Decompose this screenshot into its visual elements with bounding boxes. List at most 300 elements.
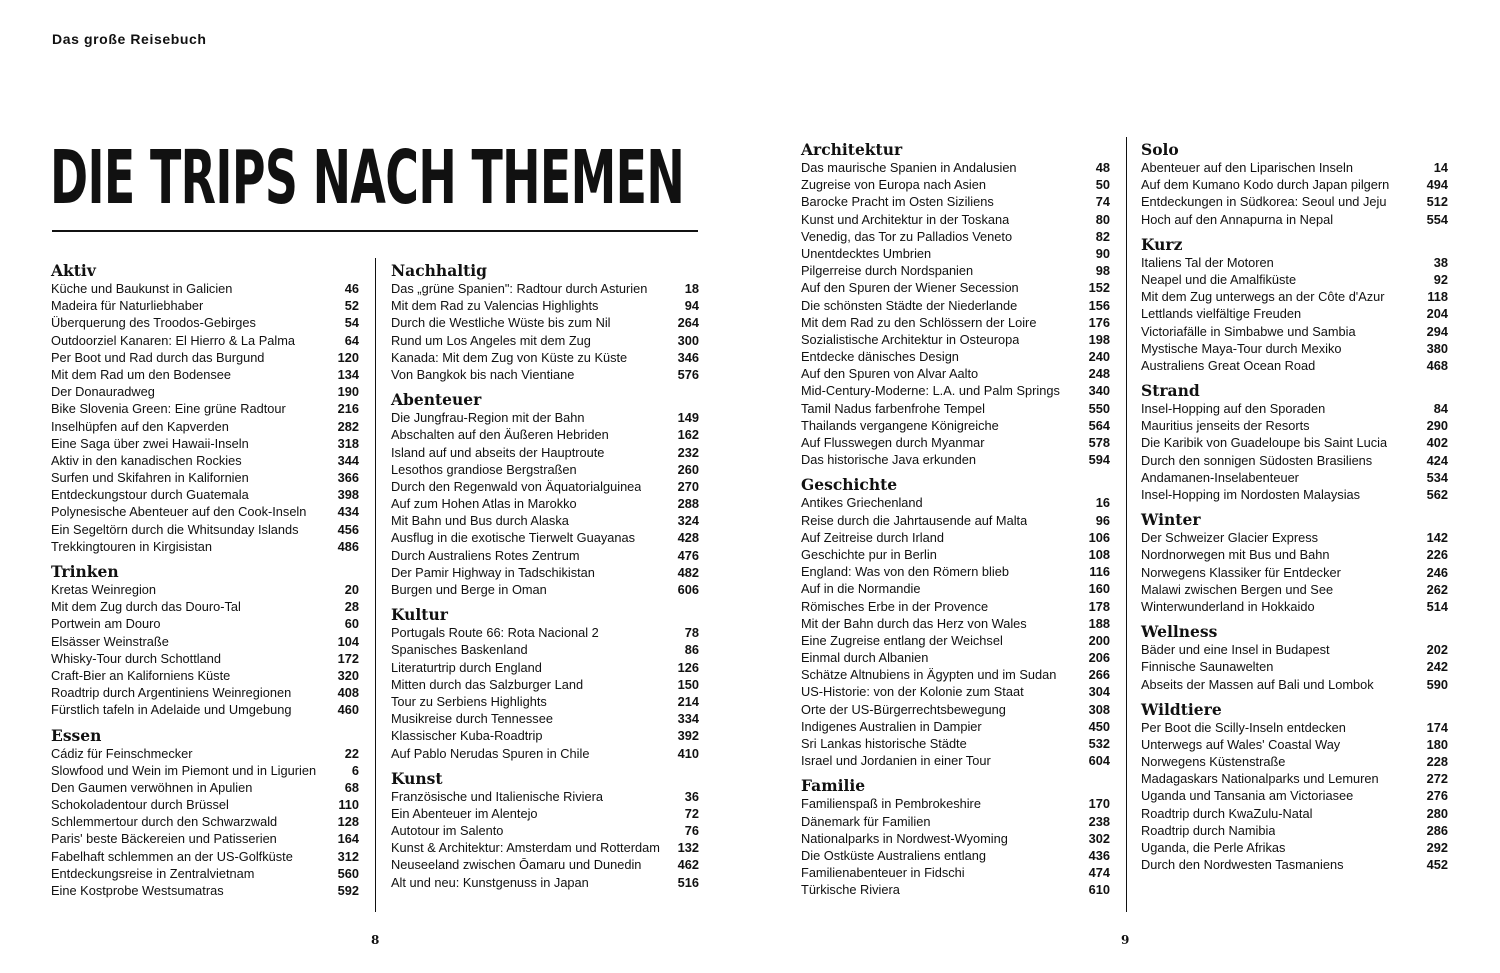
- page-ref: 214: [677, 693, 699, 709]
- trip-title: Rund um Los Angeles mit dem Zug: [391, 332, 591, 348]
- page-ref: 68: [344, 779, 359, 795]
- page-ref: 276: [1426, 788, 1448, 804]
- trip-title: Orte der US-Bürgerrechtsbewegung: [801, 701, 1006, 717]
- trip-title: Familienabenteuer in Fidschi: [801, 865, 965, 881]
- page-ref: 90: [1095, 245, 1110, 261]
- index-entry: [1141, 254, 1448, 271]
- index-entry: [51, 667, 359, 684]
- trip-title: Literaturtrip durch England: [391, 659, 542, 675]
- trip-title: Italiens Tal der Motoren: [1141, 254, 1274, 270]
- trip-title: Elsässer Weinstraße: [51, 633, 169, 649]
- page-ref: 346: [677, 349, 699, 365]
- index-entry: [51, 650, 359, 667]
- trip-title: Einmal durch Albanien: [801, 650, 929, 666]
- index-entry: [801, 649, 1110, 666]
- trip-title: Musikreise durch Tennessee: [391, 711, 553, 727]
- index-entry: [391, 314, 699, 331]
- page-ref: 242: [1426, 659, 1448, 675]
- page-ref: 84: [1433, 401, 1448, 417]
- page-ref: 162: [677, 427, 699, 443]
- trip-title: Familienspaß in Pembrokeshire: [801, 796, 981, 812]
- page-ref: 434: [337, 504, 359, 520]
- index-entry: [801, 176, 1110, 193]
- section-heading: Wellness: [1141, 622, 1218, 642]
- trip-title: Craft-Bier an Kaliforniens Küste: [51, 667, 231, 683]
- page-ref: 532: [1088, 736, 1110, 751]
- page-ref: 116: [1089, 564, 1110, 580]
- page-ref: 204: [1426, 306, 1448, 322]
- index-entry: [801, 563, 1110, 580]
- trip-title: Die Ostküste Australiens entlang: [801, 847, 986, 863]
- page-ref: 78: [684, 625, 699, 641]
- theme-section: [1141, 235, 1448, 374]
- trip-title: Andamanen-Inselabenteuer: [1141, 469, 1299, 485]
- page-ref: 282: [337, 418, 359, 434]
- page-ref: 188: [1088, 615, 1110, 631]
- index-entry: [391, 856, 699, 873]
- page-ref: 288: [677, 496, 699, 512]
- trip-title: Sri Lankas historische Städte: [801, 736, 967, 751]
- page-ref: 216: [337, 401, 359, 417]
- trip-title: Venedig, das Tor zu Palladios Veneto: [801, 228, 1013, 244]
- column-divider: [375, 258, 376, 912]
- index-entry: [1141, 770, 1448, 787]
- trip-title: Auf dem Kumano Kodo durch Japan pilgern: [1141, 177, 1390, 193]
- trip-title: Entdecke dänisches Design: [801, 349, 959, 365]
- trip-title: Der Schweizer Glacier Express: [1141, 530, 1319, 546]
- trip-title: Portwein am Douro: [51, 616, 161, 632]
- index-entry: [1141, 340, 1448, 357]
- trip-title: Klassischer Kuba-Roadtrip: [391, 728, 543, 744]
- page-ref: 562: [1426, 487, 1448, 502]
- index-entry: [391, 512, 699, 529]
- index-entry: [1141, 469, 1448, 486]
- trip-title: Römisches Erbe in der Provence: [801, 598, 989, 614]
- trip-title: Tour zu Serbiens Highlights: [391, 693, 547, 709]
- index-entry: [1141, 400, 1448, 417]
- page-ref: 398: [337, 487, 359, 503]
- index-entry: [391, 547, 699, 564]
- trip-title: Insel-Hopping im Nordosten Malaysias: [1141, 487, 1361, 502]
- index-entry: [801, 847, 1110, 864]
- page-ref: 190: [337, 384, 359, 400]
- index-entry: [391, 805, 699, 822]
- page-ref: 60: [344, 616, 359, 632]
- index-entry: [1141, 305, 1448, 322]
- index-entry: [1141, 486, 1448, 503]
- trip-title: Das maurische Spanien in Andalusien: [801, 160, 1017, 175]
- index-entry: [391, 349, 699, 366]
- trip-title: Mit dem Zug unterwegs an der Côte d'Azur: [1141, 289, 1385, 305]
- page-ref: 468: [1426, 357, 1448, 373]
- page-ref: 272: [1426, 771, 1448, 787]
- index-entry: [801, 211, 1110, 228]
- trip-title: Auf Zeitreise durch Irland: [801, 529, 944, 545]
- trip-title: Bäder und eine Insel in Budapest: [1141, 642, 1330, 658]
- index-entry: [51, 538, 359, 555]
- index-entry: [801, 297, 1110, 314]
- theme-section: [1141, 140, 1448, 228]
- page-ref: 312: [337, 848, 359, 864]
- trip-title: Alt und neu: Kunstgenuss in Japan: [391, 874, 589, 890]
- trip-title: Nationalparks in Nordwest-Wyoming: [801, 830, 1008, 846]
- index-entry: [391, 874, 699, 891]
- page-ref: 474: [1088, 865, 1110, 881]
- trip-title: Lesothos grandiose Bergstraßen: [391, 461, 577, 477]
- trip-title: Autotour im Salento: [391, 823, 504, 839]
- index-entry: [1141, 417, 1448, 434]
- index-entry: [801, 159, 1110, 176]
- trip-title: Auf in die Normandie: [801, 581, 921, 597]
- index-entry: [1141, 753, 1448, 770]
- theme-section: [1141, 622, 1448, 693]
- page-ref: 64: [344, 332, 359, 348]
- index-entry: [51, 701, 359, 718]
- page-ref: 286: [1426, 822, 1448, 838]
- index-entry: [51, 435, 359, 452]
- page-ref: 149: [677, 410, 699, 426]
- theme-section: [391, 390, 699, 598]
- trip-title: Das historische Java erkunden: [801, 452, 976, 468]
- page-ref: 36: [684, 788, 699, 804]
- page-ref: 46: [344, 281, 359, 296]
- trip-title: Winterwunderland in Hokkaido: [1141, 598, 1315, 614]
- trip-title: Die Karibik von Guadeloupe bis Saint Lucia: [1141, 435, 1388, 451]
- section-heading: Solo: [1141, 140, 1179, 159]
- trip-title: Entdeckungen in Südkorea: Seoul und Jeju: [1141, 194, 1387, 210]
- trip-title: Burgen und Berge in Oman: [391, 582, 547, 597]
- page-ref: 410: [677, 745, 699, 761]
- index-entry: [801, 598, 1110, 615]
- page-ref: 48: [1095, 160, 1110, 175]
- index-entry: [391, 564, 699, 581]
- index-entry: [51, 598, 359, 615]
- index-entry: [51, 865, 359, 882]
- section-heading: Geschichte: [801, 475, 898, 495]
- trip-title: US-Historie: von der Kolonie zum Staat: [801, 684, 1024, 700]
- page-ref: 280: [1426, 805, 1448, 821]
- page-ref: 610: [1088, 882, 1110, 898]
- page-ref: 98: [1095, 263, 1110, 279]
- index-entry: [391, 676, 699, 693]
- trip-title: Die schönsten Städte der Niederlande: [801, 297, 1018, 313]
- page-ref: 564: [1088, 417, 1110, 433]
- trip-title: Sozialistische Architektur in Osteuropa: [801, 331, 1020, 347]
- page-ref: 74: [1095, 194, 1110, 210]
- trip-title: Durch den Regenwald von Äquatorialguinea: [391, 478, 642, 494]
- trip-title: Kanada: Mit dem Zug von Küste zu Küste: [391, 349, 628, 365]
- trip-title: Die Jungfrau-Region mit der Bahn: [391, 410, 585, 426]
- index-entry: [391, 409, 699, 426]
- trip-title: Abseits der Massen auf Bali und Lombok: [1141, 676, 1374, 692]
- page-ref: 344: [337, 452, 359, 468]
- index-entry: [51, 796, 359, 813]
- index-entry: [391, 478, 699, 495]
- column-divider: [1126, 137, 1127, 912]
- theme-section: [51, 562, 359, 719]
- page-ref: 290: [1426, 418, 1448, 434]
- trip-title: Island auf und abseits der Hauptroute: [391, 444, 605, 460]
- trip-title: Mit der Bahn durch das Herz von Wales: [801, 615, 1027, 631]
- page-ref: 110: [338, 797, 359, 813]
- trip-title: Neapel und die Amalfiküste: [1141, 271, 1297, 287]
- index-entry: [51, 332, 359, 349]
- page-ref: 94: [684, 298, 699, 314]
- page-ref: 486: [337, 538, 359, 554]
- page-ref: 206: [1088, 650, 1110, 666]
- index-entry: [801, 580, 1110, 597]
- trip-title: Insel-Hopping auf den Sporaden: [1141, 401, 1326, 417]
- index-entry: [801, 683, 1110, 700]
- section-heading: Architektur: [801, 140, 903, 159]
- trip-title: Eine Saga über zwei Hawaii-Inseln: [51, 435, 249, 451]
- page-ref: 80: [1095, 211, 1110, 227]
- trip-title: Kunst & Architektur: Amsterdam und Rotterdam: [391, 840, 660, 856]
- index-column-1: [51, 261, 359, 906]
- trip-title: Mit dem Zug durch das Douro-Tal: [51, 599, 241, 615]
- theme-section: [1141, 700, 1448, 874]
- trip-title: Eine Kostprobe Westsumatras: [51, 883, 224, 898]
- trip-title: Türkische Riviera: [801, 882, 900, 898]
- trip-title: Kunst und Architektur in der Toskana: [801, 211, 1010, 227]
- page-ref: 160: [1088, 581, 1110, 597]
- theme-section: [1141, 510, 1448, 615]
- page-ref: 174: [1426, 719, 1448, 735]
- trip-title: Fabelhaft schlemmen an der US-Golfküste: [51, 848, 293, 864]
- trip-title: Indigenes Australien in Dampier: [801, 718, 982, 734]
- index-entry: [51, 452, 359, 469]
- index-entry: [1141, 211, 1448, 228]
- trip-title: England: Was von den Römern blieb: [801, 564, 1009, 580]
- index-entry: [801, 434, 1110, 451]
- page-ref: 452: [1426, 857, 1448, 873]
- page-ref: 262: [1426, 581, 1448, 597]
- page-ref: 578: [1088, 435, 1110, 450]
- index-entry: [391, 461, 699, 478]
- trip-title: Eine Zugreise entlang der Weichsel: [801, 632, 1003, 648]
- page-ref: 392: [677, 728, 699, 744]
- trip-title: Der Pamir Highway in Tadschikistan: [391, 564, 595, 580]
- page-ref: 126: [677, 659, 699, 675]
- index-entry: [51, 848, 359, 865]
- index-entry: [51, 615, 359, 632]
- index-entry: [51, 633, 359, 650]
- trip-title: Ein Abenteuer im Alentejo: [391, 805, 538, 821]
- index-entry: [391, 659, 699, 676]
- page-ref: 108: [1088, 546, 1110, 562]
- index-entry: [1141, 434, 1448, 451]
- page-ref: 232: [677, 444, 699, 460]
- trip-title: Paris' beste Bäckereien und Patisserien: [51, 831, 277, 847]
- trip-title: Auf den Spuren der Wiener Secession: [801, 280, 1019, 296]
- trip-title: Auf Pablo Nerudas Spuren in Chile: [391, 745, 590, 761]
- page-ref: 238: [1088, 813, 1110, 829]
- section-heading: Essen: [51, 725, 102, 745]
- index-entry: [801, 752, 1110, 769]
- trip-title: Spanisches Baskenland: [391, 642, 528, 658]
- trip-title: Malawi zwischen Bergen und See: [1141, 581, 1334, 597]
- index-entry: [51, 581, 359, 598]
- index-entry: [1141, 641, 1448, 658]
- page-ref: 16: [1095, 495, 1110, 511]
- page-ref: 260: [677, 461, 699, 477]
- trip-title: Französische und Italienische Riviera: [391, 788, 603, 804]
- index-entry: [391, 581, 699, 598]
- trip-title: Unterwegs auf Wales' Coastal Way: [1141, 736, 1341, 752]
- index-entry: [391, 693, 699, 710]
- theme-section: [391, 261, 699, 383]
- page-ref: 476: [677, 547, 699, 563]
- index-entry: [801, 632, 1110, 649]
- index-entry: [801, 193, 1110, 210]
- index-entry: [51, 418, 359, 435]
- page-ref: 514: [1426, 598, 1448, 614]
- index-entry: [1141, 271, 1448, 288]
- page-ref: 54: [344, 315, 359, 331]
- index-entry: [801, 365, 1110, 382]
- page-ref: 170: [1088, 796, 1110, 812]
- index-entry: [801, 400, 1110, 417]
- index-entry: [51, 521, 359, 538]
- index-entry: [801, 228, 1110, 245]
- index-entry: [1141, 176, 1448, 193]
- trip-title: Reise durch die Jahrtausende auf Malta: [801, 512, 1028, 528]
- page-ref: 176: [1088, 314, 1110, 330]
- trip-title: Geschichte pur in Berlin: [801, 546, 937, 562]
- trip-title: Roadtrip durch Namibia: [1141, 822, 1276, 838]
- index-entry: [1141, 839, 1448, 856]
- page-ref: 318: [337, 435, 359, 451]
- trip-title: Schlemmertour durch den Schwarzwald: [51, 814, 278, 830]
- page-ref: 150: [677, 676, 699, 692]
- trip-title: Ausflug in die exotische Tierwelt Guayanas: [391, 530, 635, 546]
- index-entry: [1141, 564, 1448, 581]
- index-entry: [391, 745, 699, 762]
- page-ref: 142: [1426, 530, 1448, 546]
- trip-title: Küche und Baukunst in Galicien: [51, 281, 233, 296]
- page-ref: 292: [1426, 840, 1448, 855]
- page-ref: 366: [337, 470, 359, 486]
- trip-title: Barocke Pracht im Osten Siziliens: [801, 194, 994, 210]
- index-entry: [801, 245, 1110, 262]
- index-entry: [1141, 822, 1448, 839]
- theme-section: [391, 769, 699, 891]
- trip-title: Schokoladentour durch Brüssel: [51, 797, 229, 813]
- trip-title: Durch den sonnigen Südosten Brasiliens: [1141, 452, 1373, 468]
- trip-title: Hoch auf den Annapurna in Nepal: [1141, 211, 1334, 227]
- index-entry: [51, 762, 359, 779]
- page-ref: 28: [344, 599, 359, 615]
- index-entry: [801, 864, 1110, 881]
- page-ref: 428: [677, 530, 699, 546]
- index-entry: [51, 486, 359, 503]
- page-ref: 324: [677, 513, 699, 529]
- trip-title: Thailands vergangene Königreiche: [801, 417, 999, 433]
- trip-title: Fürstlich tafeln in Adelaide und Umgebung: [51, 702, 292, 718]
- page-ref: 340: [1088, 383, 1110, 399]
- index-entry: [1141, 856, 1448, 873]
- title-divider: [52, 230, 698, 232]
- page-ref: 82: [1095, 228, 1110, 244]
- index-entry: [1141, 323, 1448, 340]
- section-heading: Nachhaltig: [391, 261, 488, 280]
- trip-title: Mit dem Rad zu den Schlössern der Loire: [801, 314, 1037, 330]
- index-entry: [801, 701, 1110, 718]
- page-ref: 86: [684, 642, 699, 658]
- index-entry: [51, 366, 359, 383]
- index-entry: [801, 666, 1110, 683]
- theme-section: [801, 140, 1110, 468]
- section-heading: Aktiv: [51, 261, 96, 280]
- trip-title: Auf den Spuren von Alvar Aalto: [801, 366, 979, 382]
- index-entry: [391, 624, 699, 641]
- trip-title: Per Boot und Rad durch das Burgund: [51, 349, 265, 365]
- trip-title: Entdeckungstour durch Guatemala: [51, 487, 249, 503]
- page-ref: 248: [1088, 366, 1110, 382]
- trip-title: Durch die Westliche Wüste bis zum Nil: [391, 315, 611, 331]
- page-number-left: 8: [371, 933, 380, 947]
- trip-title: Madagaskars Nationalparks und Lemuren: [1141, 771, 1379, 787]
- index-entry: [801, 494, 1110, 511]
- page-ref: 226: [1426, 547, 1448, 563]
- trip-title: Durch den Nordwesten Tasmaniens: [1141, 857, 1344, 873]
- index-entry: [801, 529, 1110, 546]
- trip-title: Mit dem Rad zu Valencias Highlights: [391, 298, 599, 314]
- trip-title: Victoriafälle in Simbabwe und Sambia: [1141, 323, 1356, 339]
- index-entry: [1141, 598, 1448, 615]
- index-entry: [391, 366, 699, 383]
- page-ref: 534: [1426, 469, 1448, 485]
- page-ref: 246: [1426, 564, 1448, 580]
- page-ref: 50: [1095, 177, 1110, 193]
- index-entry: [51, 882, 359, 899]
- theme-section: [51, 261, 359, 555]
- index-entry: [51, 503, 359, 520]
- trip-title: Uganda, die Perle Afrikas: [1141, 840, 1286, 855]
- theme-section: [51, 726, 359, 900]
- index-column-2: [391, 261, 699, 898]
- page-ref: 380: [1426, 340, 1448, 356]
- page-ref: 270: [677, 478, 699, 494]
- trip-title: Tamil Nadus farbenfrohe Tempel: [801, 400, 985, 416]
- index-entry: [391, 332, 699, 349]
- page-ref: 424: [1426, 452, 1448, 468]
- index-entry: [391, 641, 699, 658]
- trip-title: Überquerung des Troodos-Gebirges: [51, 315, 256, 331]
- page-ref: 408: [337, 685, 359, 701]
- page-ref: 334: [677, 711, 699, 727]
- section-heading: Winter: [1141, 510, 1201, 530]
- index-entry: [801, 512, 1110, 529]
- trip-title: Lettlands vielfältige Freuden: [1141, 306, 1302, 322]
- page-ref: 592: [337, 883, 359, 898]
- theme-section: [1141, 381, 1448, 503]
- page-title: DIE TRIPS NACH THEMEN: [50, 135, 685, 221]
- page-ref: 96: [1095, 512, 1110, 528]
- index-entry: [51, 280, 359, 297]
- trip-title: Durch Australiens Rotes Zentrum: [391, 547, 580, 563]
- trip-title: Roadtrip durch Argentiniens Weinregionen: [51, 685, 292, 701]
- page-ref: 20: [344, 582, 359, 597]
- page-ref: 512: [1426, 194, 1448, 210]
- index-entry: [391, 426, 699, 443]
- trip-title: Entdeckungsreise in Zentralvietnam: [51, 865, 255, 881]
- trip-title: Mit dem Rad um den Bodensee: [51, 366, 231, 382]
- index-entry: [51, 469, 359, 486]
- index-entry: [1141, 546, 1448, 563]
- index-entry: [391, 495, 699, 512]
- index-entry: [1141, 676, 1448, 693]
